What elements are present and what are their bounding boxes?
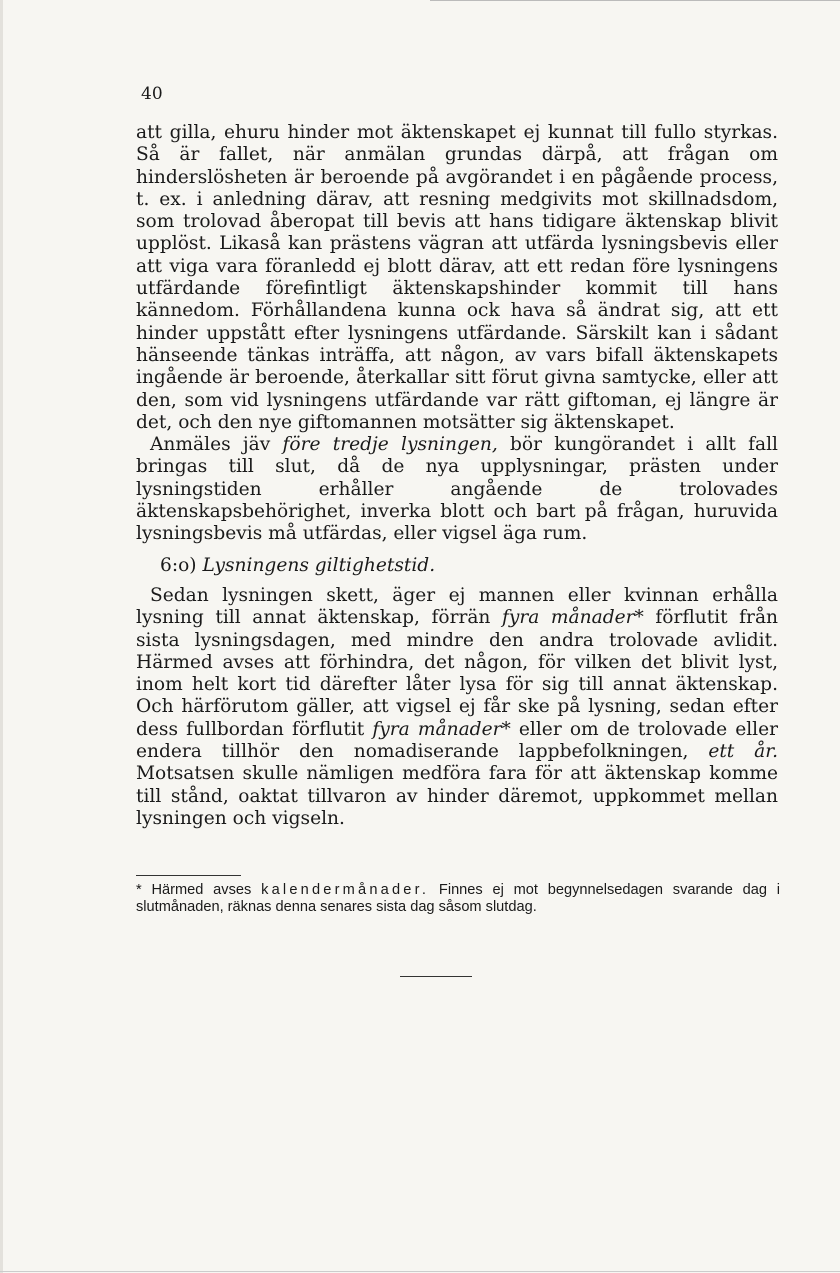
paragraph-2-emphasis: före tredje lysningen, — [282, 434, 498, 456]
paragraph-3-text-d: Motsatsen skulle nämligen medföra fara för att äktenskap komme till stånd, oaktat tillvaron av hinder däremot, uppkommet mellan lysningen och vigseln. — [136, 763, 778, 829]
paragraph-2-text-b: bör kungörandet i allt fall bringas till slut, då de nya upplysningar, prästen under lysningstiden erhåller angående de trolovades äktenskapsbehörighet, inverka blott och bart på frågan, huruvida lysningsbevis må utfärdas, eller vigsel äga rum. — [136, 434, 778, 545]
page-edge-shadow — [0, 0, 3, 1273]
footnote-text-a: Härmed avses — [141, 882, 262, 898]
footnote-separator — [136, 875, 241, 876]
paragraph-3-text-c: eller om de trolovade eller endera tillhör den nomadiserande lappbefolkningen, — [136, 718, 779, 763]
section-title: Lysningens giltighetstid. — [202, 554, 436, 576]
footnote-spaced-term: kalendermånader. — [261, 882, 430, 898]
page-number: 40 — [141, 84, 163, 104]
section-heading — [136, 555, 778, 577]
paragraph-1: att gilla, ehuru hinder mot äktenskapet ej kunnat till fullo styrkas. Så är fallet, när anmälan grundas därpå, att frågan om hinderslösheten är beroende på avgörandet i en pågående process, t. ex. i anledning därav, att resning medgivits mot skillnadsdom, som trolovad åberopat till bevis att hans tidigare äktenskap blivit upplöst. Likaså kan prästens vägran att utfärda lysningsbevis eller att viga vara föranledd ej blott därav, att ett redan före lysningens utfärdande förefintligt äktenskapshinder kommit till hans kännedom. Förhållandena kunna ock hava så ändrat sig, att ett hinder uppstått efter lysningens utfärdande. Särskilt kan i sådant hänseende tänkas inträffa, att någon, av vars bifall äktenskapets ingående är beroende, återkallar sitt förut givna samtycke, eller att den, som vid lysningens utfärdande var rätt giftoman, ej längre är det, och den nye giftomannen motsätter sig äktenskapet. — [136, 122, 778, 433]
paragraph-3-emphasis-2: fyra månader* — [372, 718, 511, 740]
paragraph-3-text-b: förflutit från sista lysningsdagen, med mindre den andra trolovade avlidit. Härmed avses att förhindra, det någon, för vilken det blivit lyst, inom helt kort tid därefter låter lysa för sig till annat äktenskap. Och härförutom gäller, att vigsel ej får ske på lysning, sedan efter dess fullbordan förflutit — [136, 607, 779, 740]
paragraph-3-text-a: Sedan lysningen skett, äger ej mannen eller kvinnan erhålla lysning till annat äktenskap, förrän — [136, 584, 778, 629]
top-edge-line — [430, 0, 840, 1]
footnote — [136, 882, 780, 916]
section-end-rule — [400, 976, 472, 977]
footnote-marker: * — [136, 882, 142, 898]
footnote-text-b: Finnes ej mot begynnelsedagen svarande dag i slutmånaden, räknas denna senares sista dag såsom slutdag. — [136, 882, 780, 915]
section-number: 6:o) — [160, 554, 197, 576]
bottom-edge-line — [0, 1271, 840, 1272]
paragraph-3 — [136, 585, 778, 830]
paragraph-3-emphasis-1: fyra månader* — [501, 607, 644, 629]
paragraph-3-emphasis-3: ett år. — [708, 741, 778, 763]
paragraph-2-text-a: Anmäles jäv — [150, 434, 283, 456]
body-text — [136, 122, 778, 830]
paragraph-2 — [136, 434, 778, 545]
